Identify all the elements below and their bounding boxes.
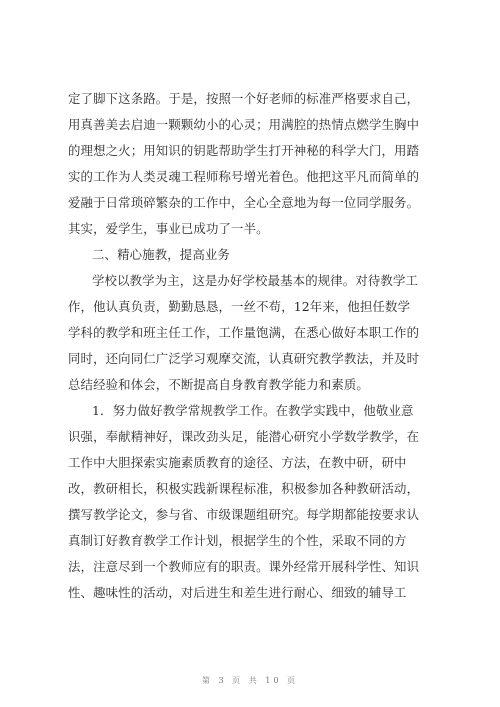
text-line: 工作中大胆探索实施素质教育的途径、方法，在教中研，研中 [68, 455, 407, 470]
text-line: 实的工作为人类灵魂工程师称号增光着色。他把这平凡而简单的 [68, 169, 420, 184]
text-line: 真制订好教育教学工作计划，根据学生的个性，采取不同的方 [68, 533, 407, 548]
text-line: 学科的教学和班主任工作，工作量饱满，在悉心做好本职工作的 [68, 325, 420, 340]
body-text [68, 86, 448, 606]
text-line: 改，教研相长，积极实践新课程标准，积极参加各种教研活动， [68, 481, 420, 496]
paragraph-start: 学校以教学为主，这是办好学校最基本的规律。对待教学工 [92, 273, 419, 288]
text-line: 爱融于日常琐碎繁杂的工作中，全心全意地为每一位同学服务。 [68, 195, 420, 210]
paragraph-start: 1．努力做好教学常规教学工作。在教学实践中，他敬业意 [92, 403, 414, 418]
section-heading: 二、精心施教，提高业务 [92, 247, 230, 262]
text-line: 法，注意尽到一个教师应有的职责。课外经常开展科学性、知识 [68, 559, 420, 574]
text-line: 的理想之火；用知识的钥匙帮助学生打开神秘的科学大门，用踏 [68, 143, 420, 158]
text-line: 识强，奉献精神好，课改劲头足，能潜心研究小学数学教学，在 [68, 429, 420, 444]
page-number-footer: 第 3 页 共 10 页 [202, 676, 298, 685]
text-line: 总结经验和体会，不断提高自身教育教学能力和素质。 [68, 377, 369, 392]
text-line: 用真善美去启迪一颗颗幼小的心灵；用满腔的热情点燃学生胸中 [68, 117, 420, 132]
text-line: 性、趣味性的活动，对后进生和差生进行耐心、细致的辅导工 [68, 585, 407, 600]
text-line: 作，他认真负责，勤勤恳恳，一丝不苟，12年来，他担任数学 [68, 299, 411, 314]
text-line: 撰写教学论文，参与省、市级课题组研究。每学期都能按要求认 [68, 507, 420, 522]
text-line: 其实，爱学生，事业已成功了一半。 [68, 221, 269, 236]
text-line: 定了脚下这条路。于是，按照一个好老师的标准严格要求自己， [68, 91, 420, 106]
text-line: 同时，还向同仁广泛学习观摩交流，认真研究教学教法，并及时 [68, 351, 420, 366]
